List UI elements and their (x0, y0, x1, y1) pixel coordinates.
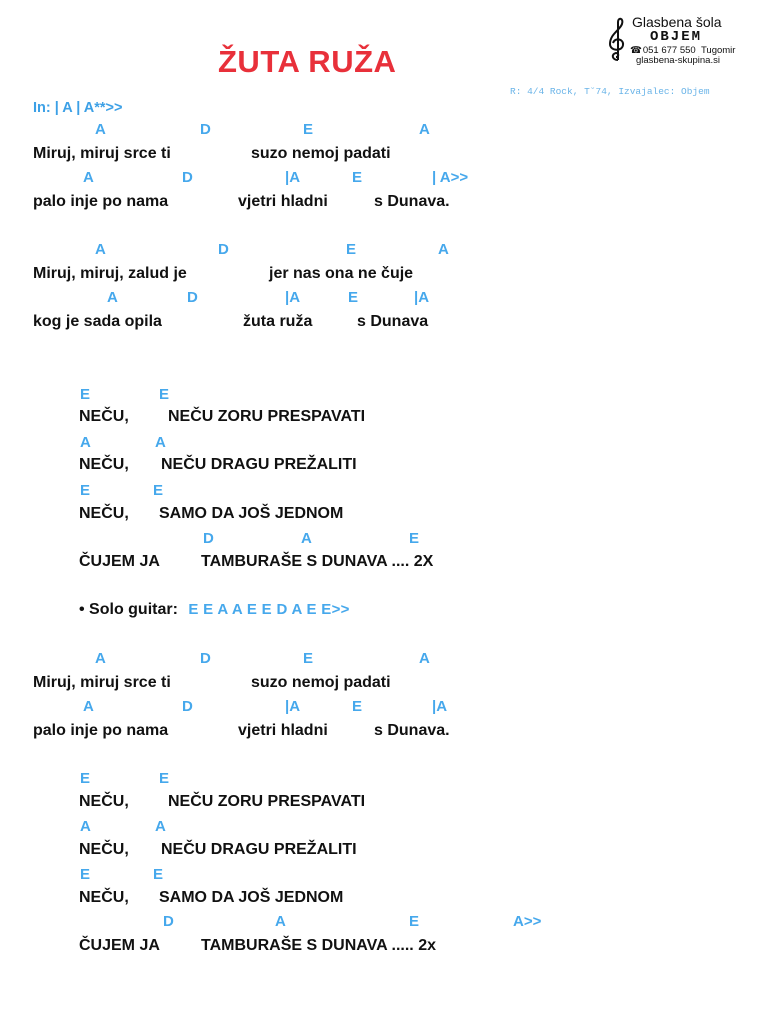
chord-symbol: E (352, 169, 363, 186)
chord-symbol: E (159, 770, 170, 787)
chord-symbol: A (83, 169, 94, 186)
lyric-text: NEČU, (79, 841, 129, 858)
lyric-text: NEČU, (79, 408, 129, 425)
lyric-text: suzo nemoj padati (251, 674, 391, 691)
chord-symbol: A (419, 121, 430, 138)
chord-symbol: E (153, 866, 164, 883)
chord-symbol: A>> (513, 913, 542, 930)
chord-symbol: E (409, 530, 420, 547)
chord-symbol: D (182, 169, 193, 186)
treble-clef-icon (606, 16, 628, 62)
chord-symbol: |A (414, 289, 430, 306)
chord-symbol: E (153, 482, 164, 499)
chord-symbol: E (80, 386, 91, 403)
chord-symbol: A (301, 530, 312, 547)
chord-symbol: A (155, 818, 166, 835)
lyric-text: Miruj, miruj, zalud je (33, 265, 187, 282)
song-meta: R: 4/4 Rock, T˘74, Izvajalec: Objem (510, 86, 710, 97)
lyric-text: žuta ruža (243, 313, 313, 330)
lyric-text: suzo nemoj padati (251, 145, 391, 162)
lyric-text: SAMO DA JOŠ JEDNOM (159, 505, 344, 522)
chord-symbol: E (80, 866, 91, 883)
solo-line (79, 601, 350, 619)
lyric-text: NEČU, (79, 889, 129, 906)
chord-symbol: D (200, 121, 211, 138)
song-title: ŽUTA RUŽA (218, 44, 397, 79)
chord-symbol: |A (285, 289, 301, 306)
solo-chords: E E A A E E D A E E>> (188, 601, 350, 618)
lyric-text: NEČU, (79, 793, 129, 810)
logo-phone: 051 677 550 (642, 45, 696, 56)
chord-symbol: E (348, 289, 359, 306)
chord-symbol: D (163, 913, 174, 930)
chord-symbol: A (80, 434, 91, 451)
chord-symbol: A (80, 818, 91, 835)
chord-symbol: A (95, 241, 106, 258)
lyric-text: Miruj, miruj srce ti (33, 674, 171, 691)
chord-symbol: E (409, 913, 420, 930)
lyric-text: NEČU DRAGU PREŽALITI (161, 841, 357, 858)
chord-symbol: A (95, 121, 106, 138)
chord-symbol: D (187, 289, 198, 306)
chord-symbol: D (203, 530, 214, 547)
lyric-text: vjetri hladni (238, 722, 328, 739)
chord-symbol: E (303, 121, 314, 138)
lyric-text: SAMO DA JOŠ JEDNOM (159, 889, 344, 906)
phone-icon: ☎ (630, 45, 642, 56)
chord-symbol: E (159, 386, 170, 403)
lyric-text: NEČU, (79, 505, 129, 522)
intro-chords: In: | A | A**>> (33, 100, 123, 116)
chord-symbol: E (303, 650, 314, 667)
lyric-text: TAMBURAŠE S DUNAVA .... 2X (201, 553, 434, 570)
lyric-text: Miruj, miruj srce ti (33, 145, 171, 162)
lyric-text: NEČU ZORU PRESPAVATI (168, 793, 366, 810)
chord-symbol: D (182, 698, 193, 715)
logo-line1: Glasbena šola (632, 14, 722, 30)
lyric-text: palo inje po nama (33, 193, 169, 210)
lyric-text: NEČU ZORU PRESPAVATI (168, 408, 366, 425)
chord-symbol: | A>> (432, 169, 469, 186)
lyric-text: ČUJEM JA (79, 553, 160, 570)
lyric-text: ČUJEM JA (79, 937, 160, 954)
lyric-text: kog je sada opila (33, 313, 162, 330)
chord-symbol: |A (285, 169, 301, 186)
lyric-text: NEČU, (79, 456, 129, 473)
lyric-text: s Dunava. (374, 193, 450, 210)
chord-symbol: A (275, 913, 286, 930)
lyric-text: NEČU DRAGU PREŽALITI (161, 456, 357, 473)
lyric-text: vjetri hladni (238, 193, 328, 210)
chord-symbol: E (346, 241, 357, 258)
chord-symbol: A (83, 698, 94, 715)
lyric-text: TAMBURAŠE S DUNAVA ..... 2x (201, 937, 436, 954)
lyric-text: s Dunava (357, 313, 429, 330)
chord-symbol: |A (285, 698, 301, 715)
chord-symbol: |A (432, 698, 448, 715)
lyric-text: s Dunava. (374, 722, 450, 739)
chord-symbol: A (107, 289, 118, 306)
chord-symbol: A (438, 241, 449, 258)
chord-symbol: E (352, 698, 363, 715)
chord-symbol: E (80, 770, 91, 787)
logo-name: Tugomir (700, 45, 736, 56)
lyric-text: palo inje po nama (33, 722, 169, 739)
lyric-text: jer nas ona ne čuje (269, 265, 414, 282)
chord-symbol: E (80, 482, 91, 499)
chord-symbol: A (95, 650, 106, 667)
chord-symbol: A (419, 650, 430, 667)
logo-line2: OBJEM (650, 29, 703, 45)
chord-symbol: A (155, 434, 166, 451)
chord-symbol: D (200, 650, 211, 667)
chord-symbol: D (218, 241, 229, 258)
logo-site: glasbena-skupina.si (636, 55, 720, 66)
school-logo (606, 14, 766, 70)
solo-label: • Solo guitar: (79, 601, 178, 618)
